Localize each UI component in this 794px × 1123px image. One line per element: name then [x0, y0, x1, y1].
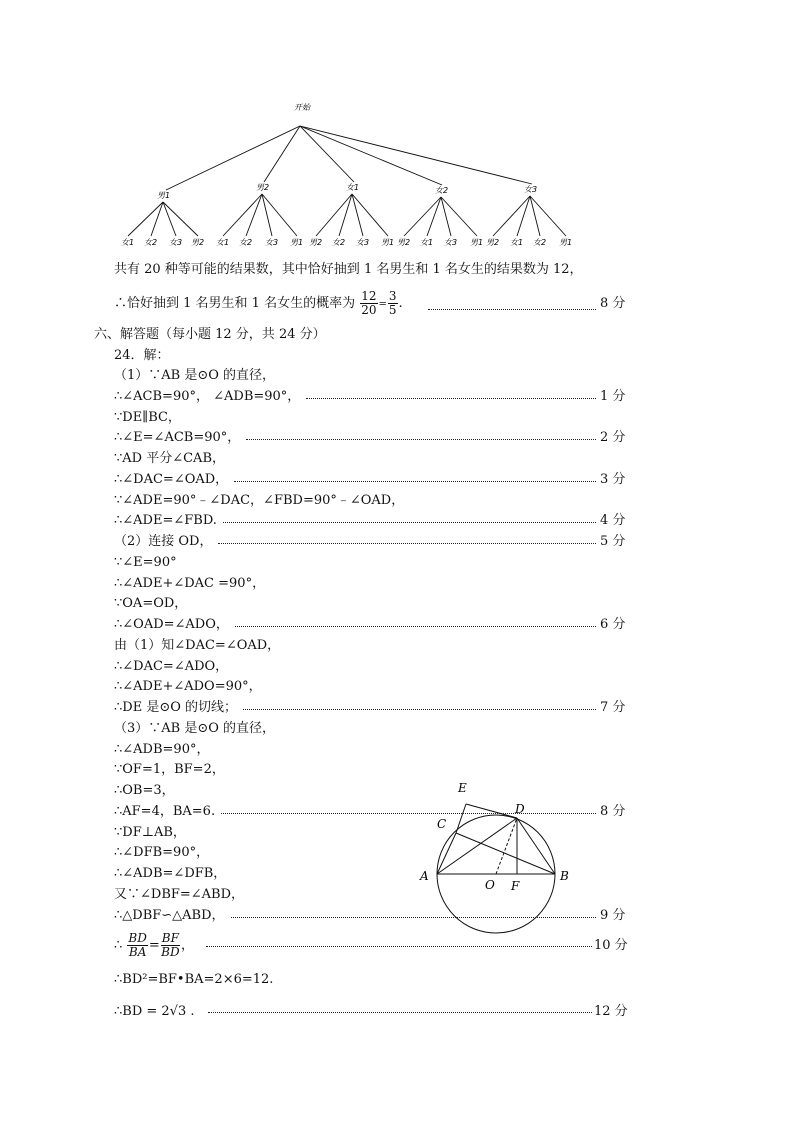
tree-leaf-label: 男2 — [191, 238, 205, 247]
solution-line: ∵AD 平分∠CAB， — [114, 451, 225, 466]
fraction-3-5: $\frac{3}{5}$ — [388, 289, 397, 317]
solution-line: ∵∠E=90° — [114, 555, 177, 570]
solution-line: 由（1）知∠DAC=∠OAD， — [114, 638, 281, 653]
probability-tree — [0, 0, 794, 260]
score-12: 12 分 — [594, 1004, 628, 1019]
leader-dots — [306, 398, 596, 399]
tree-leaf-label: 女2 — [533, 238, 547, 247]
tree-node-label: 男2 — [256, 183, 270, 192]
solution-line: ∴∠ADB=∠DFB， — [114, 866, 227, 881]
leader-dots — [223, 522, 596, 523]
solution-line: ∴∠ACB=90°， ∠ADB=90°， — [114, 389, 301, 404]
solution-line: ∴∠ADE+∠DAC =90°， — [114, 576, 266, 591]
solution-line: ∴∠E=∠ACB=90°， — [114, 430, 241, 445]
tree-leaf-label: 女2 — [239, 238, 253, 247]
final-answer: ∴BD = 2√3 . — [114, 1004, 195, 1019]
tree-leaf-label: 女1 — [510, 238, 524, 247]
tree-branch — [300, 126, 532, 184]
score-mark: 4 分 — [600, 513, 626, 528]
label-o: O — [485, 878, 495, 892]
circle-figure — [410, 775, 590, 935]
tree-branch — [223, 194, 262, 236]
tree-node-label: 男1 — [157, 191, 171, 200]
tree-node-label: 女2 — [435, 186, 449, 195]
tree-branch — [339, 194, 352, 236]
score-mark: 9 分 — [600, 908, 626, 923]
tree-leaf-label: 女1 — [420, 238, 434, 247]
solution-line: ∴∠DAC=∠OAD， — [114, 472, 229, 487]
label-f: F — [511, 879, 520, 893]
tree-branch — [300, 126, 442, 185]
solution-line: ∵DE∥BC， — [114, 410, 181, 425]
tree-leaf-label: 女3 — [356, 238, 370, 247]
tree-leaf-label: 女3 — [169, 238, 183, 247]
tree-branch — [151, 202, 163, 236]
leader-dots — [208, 1012, 592, 1013]
leader-dots — [235, 626, 596, 627]
segment-ed — [466, 804, 517, 818]
tree-leaf-label: 男1 — [381, 238, 395, 247]
score-mark: 7 分 — [600, 700, 626, 715]
fraction-12-20: $\frac{12}{20}$ — [361, 289, 377, 317]
tree-branch — [517, 196, 530, 236]
tree-root-label: 开始 — [294, 103, 310, 112]
tree-branch — [493, 196, 530, 236]
solution-line: ∴DE 是⊙O 的切线； — [114, 700, 237, 715]
solution-line: ∴∠OAD=∠ADO， — [114, 617, 229, 632]
fraction-bf-bd: $\frac{BF}{BD}$ — [161, 931, 180, 959]
score-mark: 2 分 — [600, 430, 626, 445]
solution-line: ∴AF=4，BA=6. — [114, 804, 216, 819]
tree-branch — [246, 194, 262, 236]
label-a: A — [420, 869, 429, 883]
tree-leaf-label: 男1 — [559, 238, 573, 247]
score-10: 10 分 — [594, 938, 628, 953]
leader-dots — [246, 439, 596, 440]
leader-dots — [206, 946, 592, 947]
question-label: 24．解： — [114, 348, 170, 363]
tree-node-label: 女1 — [346, 183, 360, 192]
solution-line: （2）连接 OD， — [114, 534, 213, 549]
fraction-bd-ba: $\frac{BD}{BA}$ — [128, 931, 147, 959]
tree-branch — [427, 197, 441, 236]
solution-line: ∵OA=OD， — [114, 596, 188, 611]
tree-leaf-label: 女1 — [121, 238, 135, 247]
tree-leaf-label: 女2 — [144, 238, 158, 247]
solution-line: （1）∵AB 是⊙O 的直径， — [114, 368, 276, 383]
tree-node-label: 女3 — [524, 185, 538, 194]
leader-dots — [218, 543, 596, 544]
tree-branch — [163, 202, 198, 236]
prob-line2-text: ∴恰好抽到 1 名男生和 1 名女生的概率为 — [114, 296, 356, 311]
tree-leaf-label: 女1 — [216, 238, 230, 247]
tree-leaf-label: 女3 — [444, 238, 458, 247]
score-mark: 5 分 — [600, 534, 626, 549]
solution-line: ∴∠ADE+∠ADO=90°， — [114, 679, 262, 694]
score-8-prob: 8 分 — [600, 296, 626, 311]
leader-dots — [428, 309, 596, 310]
section-title: 六、解答题（每小题 12 分，共 24 分） — [94, 327, 326, 342]
solution-line: ∵OF=1，BF=2， — [114, 762, 225, 777]
label-e: E — [458, 781, 467, 795]
prob-line1: 共有 20 种等可能的结果数，其中恰好抽到 1 名男生和 1 名女生的结果数为 12， — [114, 262, 583, 277]
tree-leaf-label: 女3 — [265, 238, 279, 247]
score-mark: 6 分 — [600, 617, 626, 632]
ratio-line: ∴ $\frac{BD}{BA}$ = $\frac{BF}{BD}$ ， — [114, 931, 194, 959]
tree-leaf-label: 男1 — [470, 238, 484, 247]
tree-leaf-label: 男1 — [290, 238, 304, 247]
segment-ae-extension — [456, 804, 466, 833]
tree-branch — [316, 194, 352, 236]
tree-branch — [163, 202, 176, 236]
tree-leaf-label: 男2 — [309, 238, 323, 247]
solution-line: ∴∠ADB=90°， — [114, 742, 210, 757]
solution-line: 又∵∠DBF=∠ABD， — [114, 887, 245, 902]
segment-od-dashed — [496, 818, 517, 874]
score-mark: 8 分 — [600, 804, 626, 819]
solution-line: ∴∠ADE=∠FBD. — [114, 513, 217, 528]
solution-line: ∵DF⊥AB， — [114, 825, 186, 840]
solution-line: ∴∠DAC=∠ADO， — [114, 659, 229, 674]
tree-leaf-label: 男2 — [486, 238, 500, 247]
tree-branch — [128, 202, 163, 236]
leader-dots — [243, 709, 596, 710]
leader-dots — [234, 481, 596, 482]
score-mark: 1 分 — [600, 389, 626, 404]
score-mark: 3 分 — [600, 472, 626, 487]
label-d: D — [515, 802, 525, 816]
segment-cb — [456, 833, 555, 874]
solution-line: ∴∠DFB=90°， — [114, 845, 210, 860]
solution-line: ∴△DBF∽△ABD， — [114, 908, 225, 923]
bd-squared-line: ∴BD²=BF•BA=2×6=12. — [114, 972, 274, 987]
solution-line: ∵∠ADE=90°﹣∠DAC，∠FBD=90°﹣∠OAD， — [114, 493, 405, 508]
label-b: B — [560, 869, 569, 883]
tree-leaf-label: 男2 — [397, 238, 411, 247]
prob-line2: ∴恰好抽到 1 名男生和 1 名女生的概率为 $\frac{12}{20}$ = $\frac{3}{5}$ . — [114, 289, 403, 317]
segment-ad — [437, 818, 517, 874]
label-c: C — [437, 817, 447, 831]
tree-leaf-label: 女2 — [332, 238, 346, 247]
tree-branch — [404, 197, 441, 236]
solution-line: ∴OB=3， — [114, 783, 175, 798]
tree-branch — [300, 126, 354, 182]
solution-line: （3）∵AB 是⊙O 的直径， — [114, 721, 276, 736]
